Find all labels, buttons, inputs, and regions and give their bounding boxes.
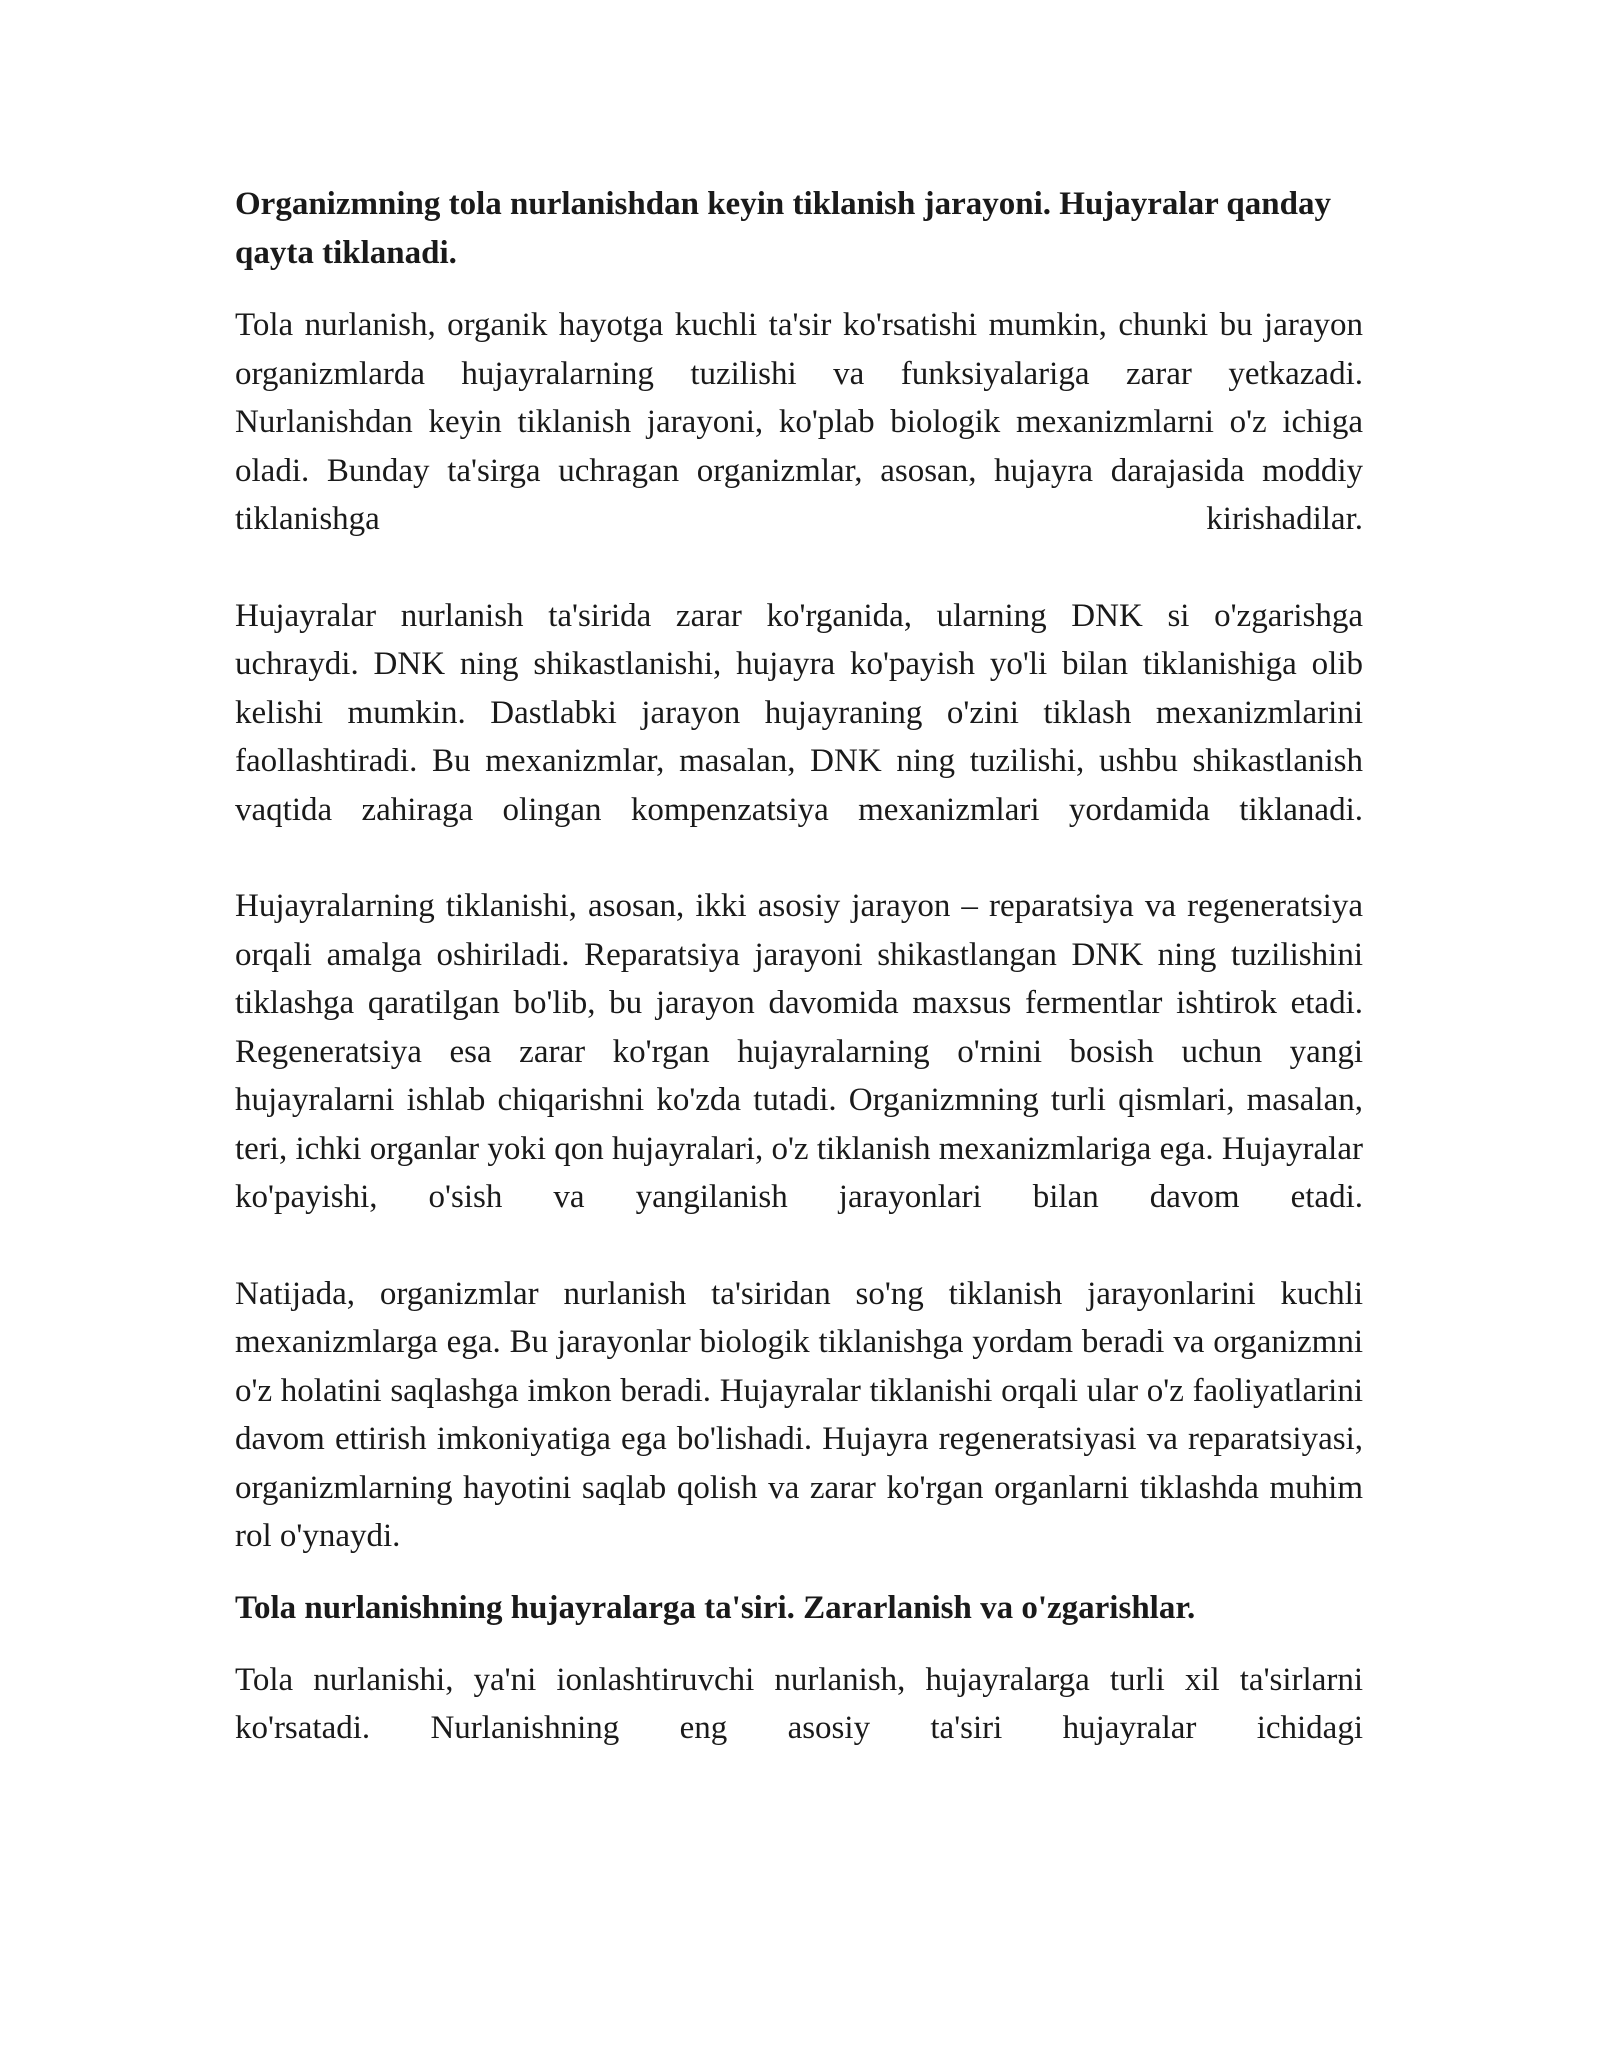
paragraph-1: Tola nurlanish, organik hayotga kuchli ta'sir ko'rsatishi mumkin, chunki bu jarayon organizmlarda hujayralarning tuzilishi va funksiyalariga zarar yetkazadi. Nurlanishdan keyin tiklanish jarayoni, ko'plab biologik mexanizmlarni o'z ichiga oladi. Bunday ta'sirga uchragan organizmlar, asosan, hujayra darajasida moddiy tiklanishga kirishadilar. xyxy=(235,307,1363,537)
document-page xyxy=(235,180,1363,1753)
paragraph-spacer xyxy=(235,544,1363,592)
section-heading-2: Tola nurlanishning hujayralarga ta'siri. Zararlanish va o'zgarishlar. xyxy=(235,1589,1196,1626)
paragraph-spacer xyxy=(235,1222,1363,1270)
paragraph-3: Hujayralarning tiklanishi, asosan, ikki asosiy jarayon – reparatsiya va regeneratsiya orqali amalga oshiriladi. Reparatsiya jarayoni shikastlangan DNK ning tuzilishini tiklashga qaratilgan bo'lib, bu jarayon davomida maxsus fermentlar ishtirok etadi. Regeneratsiya esa zarar ko'rgan hujayralarning o'rnini bosish uchun yangi hujayralarni ishlab chiqarishni ko'zda tutadi. Organizmning turli qismlari, masalan, teri, ichki organlar yoki qon hujayralari, o'z tiklanish mexanizmlariga ega. Hujayralar ko'payishi, o'sish va yangilanish jarayonlari bilan davom etadi. xyxy=(235,888,1363,1215)
paragraph-4: Natijada, organizmlar nurlanish ta'siridan so'ng tiklanish jarayonlarini kuchli mexanizmlarga ega. Bu jarayonlar biologik tiklanishga yordam beradi va organizmni o'z holatini saqlashga imkon beradi. Hujayralar tiklanishi orqali ular o'z faoliyatlarini davom ettirish imkoniyatiga ega bo'lishadi. Hujayra regeneratsiyasi va reparatsiyasi, organizmlarning hayotini saqlab qolish va zarar ko'rgan organlarni tiklashda muhim rol o'ynaydi. xyxy=(235,1275,1363,1554)
paragraph-spacer xyxy=(235,834,1363,882)
paragraph-spacer xyxy=(235,1561,1363,1584)
paragraph-5: Tola nurlanishi, ya'ni ionlashtiruvchi nurlanish, hujayralarga turli xil ta'sirlarni ko'rsatadi. Nurlanishning eng asosiy ta'siri hujayralar ichidagi xyxy=(235,1661,1363,1746)
paragraph-2: Hujayralar nurlanish ta'sirida zarar ko'rganida, ularning DNK si o'zgarishga uchraydi. DNK ning shikastlanishi, hujayra ko'payish yo'li bilan tiklanishiga olib kelishi mumkin. Dastlabki jarayon hujayraning o'zini tiklash mexanizmlarini faollashtiradi. Bu mexanizmlar, masalan, DNK ning tuzilishi, ushbu shikastlanish vaqtida zahiraga olingan kompenzatsiya mexanizmlari yordamida tiklanadi. xyxy=(235,597,1363,828)
section-heading-1: Organizmning tola nurlanishdan keyin tiklanish jarayoni. Hujayralar qanday qayta tiklanadi. xyxy=(235,186,1331,271)
